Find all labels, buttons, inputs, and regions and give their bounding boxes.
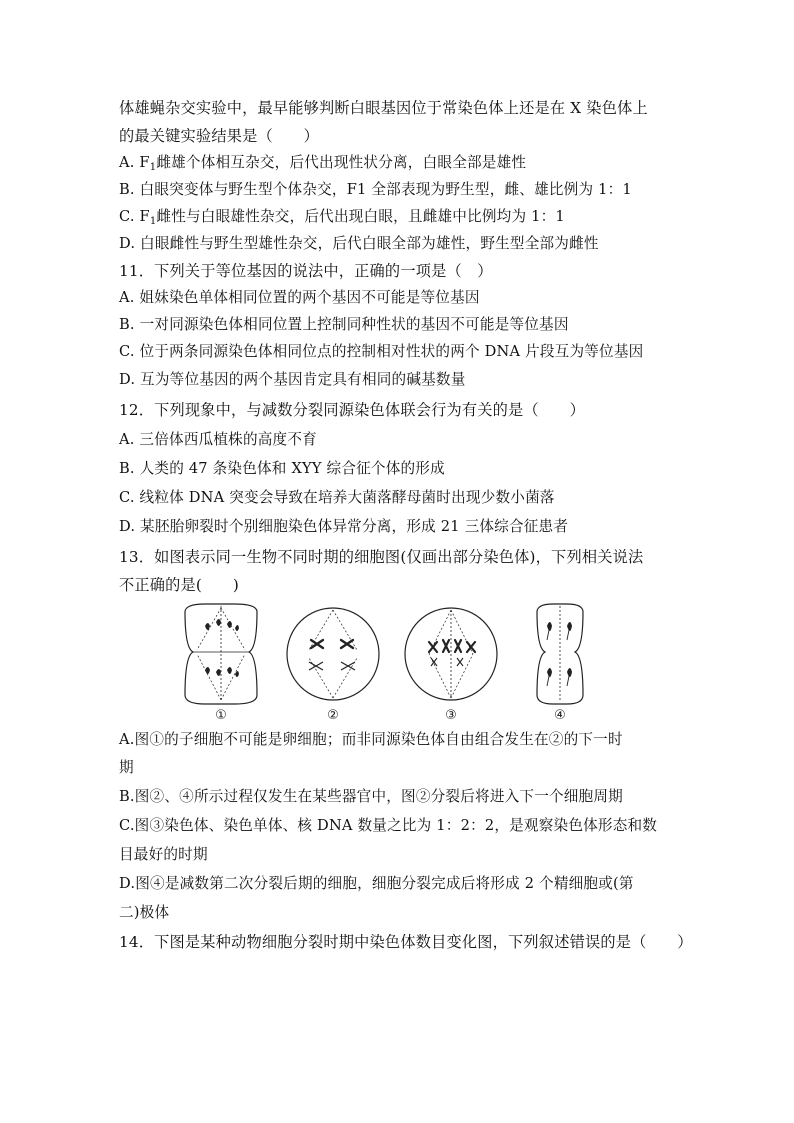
q11-option-c: C. 位于两条同源染色体相同位点的控制相对性状的两个 DNA 片段互为等位基因 bbox=[119, 343, 644, 360]
figure-label-3: ③ bbox=[445, 708, 457, 722]
q12-stem: 12．下列现象中，与减数分裂同源染色体联会行为有关的是（ ） bbox=[119, 401, 585, 419]
figure-label-1: ① bbox=[215, 708, 227, 722]
q12-option-b: B. 人类的 47 条染色体和 XYY 综合征个体的形成 bbox=[119, 460, 445, 477]
q10-option-c-subscript: 1 bbox=[149, 216, 157, 227]
q10-option-d: D. 白眼雌性与野生型雄性杂交，后代白眼全部为雄性，野生型全部为雌性 bbox=[119, 235, 599, 252]
cell-4-diagram bbox=[537, 604, 583, 704]
q12-option-c: C. 线粒体 DNA 突变会导致在培养大菌落酵母菌时出现少数小菌落 bbox=[119, 489, 555, 506]
q10-option-a-prefix: A. F bbox=[119, 154, 150, 171]
q13-option-b: B.图②、④所示过程仅发生在某些器官中，图②分裂后将进入下一个细胞周期 bbox=[119, 788, 623, 805]
q10-stem-line1: 体雄蝇杂交实验中，最早能够判断白眼基因位于常染色体上还是在 X 染色体上 bbox=[119, 99, 648, 117]
figure-label-2: ② bbox=[327, 708, 339, 722]
q13-option-c-line1: C.图③染色体、染色单体、核 DNA 数量之比为 1：2：2，是观察染色体形态和数 bbox=[119, 817, 658, 834]
q13-option-d-line2: 二)极体 bbox=[119, 904, 170, 921]
q11-option-a: A. 姐妹染色单体相同位置的两个基因不可能是等位基因 bbox=[119, 289, 480, 306]
cell-1-diagram bbox=[185, 604, 257, 704]
q11-option-d: D. 互为等位基因的两个基因肯定具有相同的碱基数量 bbox=[119, 371, 466, 388]
q11-option-b: B. 一对同源染色体相同位置上控制同种性状的基因不可能是等位基因 bbox=[119, 316, 569, 333]
q11-stem: 11．下列关于等位基因的说法中，正确的一项是（ ） bbox=[119, 262, 493, 280]
q13-stem-line1: 13．如图表示同一生物不同时期的细胞图(仅画出部分染色体)，下列相关说法 bbox=[119, 548, 644, 566]
q10-option-c bbox=[119, 207, 565, 232]
q14-stem: 14．下图是某种动物细胞分裂时期中染色体数目变化图，下列叙述错误的是（ ） bbox=[119, 933, 693, 951]
q13-option-a-line1: A.图①的子细胞不可能是卵细胞；而非同源染色体自由组合发生在②的下一时 bbox=[119, 731, 623, 748]
q12-option-a: A. 三倍体西瓜植株的高度不育 bbox=[119, 431, 317, 448]
q10-option-c-text: 雌性与白眼雄性杂交，后代出现白眼，且雌雄中比例均为 1：1 bbox=[156, 208, 565, 225]
q10-option-b: B. 白眼突变体与野生型个体杂交，F1 全部表现为野生型，雌、雄比例为 1：1 bbox=[119, 181, 632, 198]
cell-3-diagram bbox=[405, 608, 497, 700]
q13-option-a-line2: 期 bbox=[119, 759, 134, 776]
figure-label-4: ④ bbox=[554, 708, 566, 722]
q10-stem-line2: 的最关键实验结果是（ ） bbox=[119, 127, 320, 145]
cell-division-figure bbox=[175, 600, 595, 722]
q10-option-a bbox=[119, 153, 526, 178]
q10-option-a-subscript: 1 bbox=[149, 162, 157, 173]
q12-option-d: D. 某胚胎卵裂时个别细胞染色体异常分离，形成 21 三体综合征患者 bbox=[119, 518, 569, 535]
q10-option-a-text: 雌雄个体相互杂交，后代出现性状分离，白眼全部是雄性 bbox=[156, 154, 527, 171]
q13-option-d-line1: D.图④是减数第二次分裂后期的细胞，细胞分裂完成后将形成 2 个精细胞或(第 bbox=[119, 875, 634, 892]
q10-option-c-prefix: C. F bbox=[119, 208, 150, 225]
q13-option-c-line2: 目最好的时期 bbox=[119, 846, 208, 863]
cell-2-diagram bbox=[287, 608, 379, 700]
q13-stem-line2: 不正确的是( ) bbox=[119, 576, 239, 594]
